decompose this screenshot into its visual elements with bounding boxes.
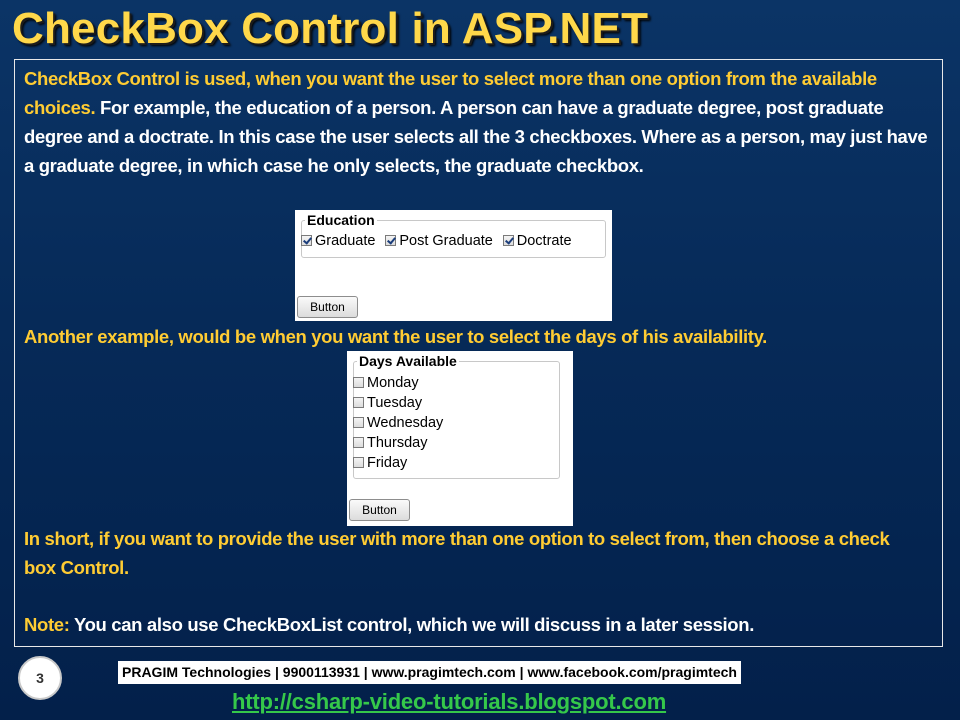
days-demo-panel: [347, 351, 573, 526]
checkbox-unchecked-icon[interactable]: [353, 397, 364, 408]
days-submit-button[interactable]: Button: [349, 499, 410, 521]
checkbox-tuesday[interactable]: [353, 393, 443, 413]
page-number-badge: 3: [18, 656, 62, 700]
availability-paragraph: Another example, would be when you want the user to select the days of his availability.: [24, 326, 767, 347]
intro-body: For example, the education of a person. A person can have a graduate degree, post graduate degree and a doctrate. In this case the user selects all the 3 checkboxes. Where as a person, may just have a graduate degree, in which case he only selects, the graduate checkbox.: [24, 97, 928, 176]
checkbox-unchecked-icon[interactable]: [353, 417, 364, 428]
education-legend: Education: [307, 212, 375, 228]
slide-title: CheckBox Control in ASP.NET: [12, 4, 649, 53]
checkbox-checked-icon[interactable]: [301, 235, 312, 246]
checkbox-post-graduate[interactable]: [385, 233, 493, 249]
checkbox-doctrate[interactable]: [503, 233, 572, 249]
checkbox-unchecked-icon[interactable]: [353, 437, 364, 448]
checkbox-label: Wednesday: [367, 415, 444, 431]
checkbox-graduate[interactable]: [301, 233, 375, 249]
checkbox-checked-icon[interactable]: [385, 235, 396, 246]
blog-link[interactable]: http://csharp-video-tutorials.blogspot.com: [232, 689, 667, 714]
note-body: You can also use CheckBoxList control, which we will discuss in a later session.: [69, 614, 754, 635]
checkbox-friday[interactable]: [353, 453, 443, 473]
education-checkbox-row: [301, 232, 578, 249]
checkbox-label: Tuesday: [367, 395, 423, 411]
company-footer: PRAGIM Technologies | 9900113931 | www.pragimtech.com | www.facebook.com/pragimtech: [118, 661, 741, 684]
summary-paragraph: In short, if you want to provide the user with more than one option to select from, then choose a check box Control.: [24, 528, 890, 578]
checkbox-unchecked-icon[interactable]: [353, 377, 364, 388]
intro-highlight: CheckBox Control is used, when you want the user to select more than one option from the available choices.: [24, 68, 877, 118]
checkbox-wednesday[interactable]: [353, 413, 443, 433]
checkbox-label: Thursday: [367, 435, 428, 451]
intro-paragraph: [24, 64, 929, 180]
education-submit-button[interactable]: Button: [297, 296, 358, 318]
checkbox-label: Monday: [367, 375, 419, 391]
checkbox-unchecked-icon[interactable]: [353, 457, 364, 468]
checkbox-label: Doctrate: [516, 233, 572, 249]
checkbox-label: Graduate: [315, 233, 376, 249]
checkbox-label: Friday: [367, 455, 408, 471]
checkbox-monday[interactable]: [353, 373, 443, 393]
days-checkbox-list: [353, 373, 443, 473]
checkbox-label: Post Graduate: [399, 233, 493, 249]
note-paragraph: [24, 610, 944, 639]
education-demo-panel: [295, 210, 612, 321]
checkbox-checked-icon[interactable]: [503, 235, 514, 246]
checkbox-thursday[interactable]: [353, 433, 443, 453]
days-legend: Days Available: [359, 353, 457, 369]
note-label: Note:: [24, 614, 70, 635]
